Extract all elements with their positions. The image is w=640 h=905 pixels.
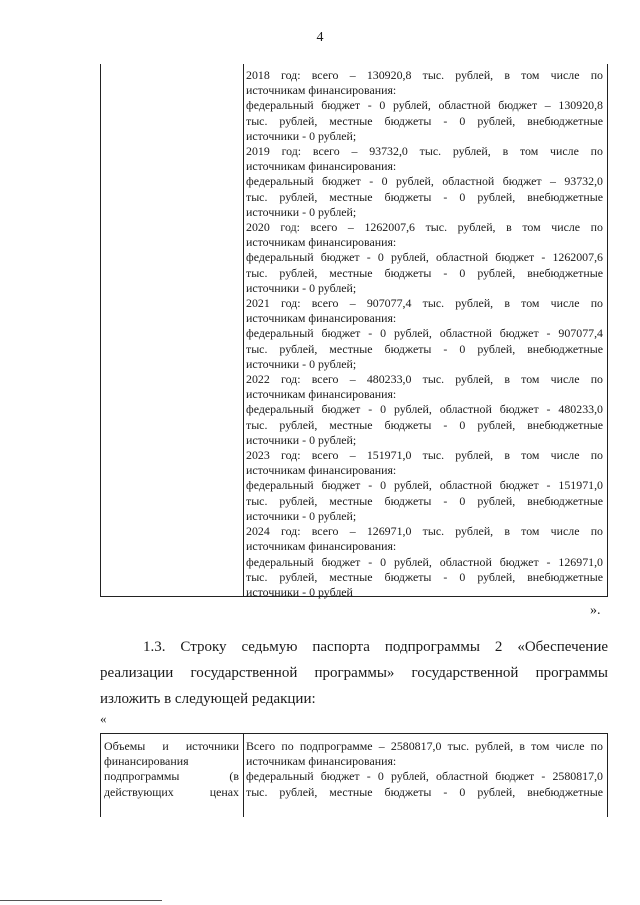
table-line: тыс. рублей, местные бюджеты - 0 рублей, внебюджетные — [246, 417, 603, 432]
table-line: федеральный бюджет - 0 рублей, областной бюджет - 907077,4 — [246, 326, 603, 341]
table-line: источникам финансирования: — [246, 387, 397, 402]
table-line: федеральный бюджет - 0 рублей, областной бюджет - 126971,0 — [246, 554, 603, 569]
table-line: источники - 0 рублей; — [246, 432, 357, 447]
table-line: источникам финансирования: — [246, 235, 397, 250]
page-number: 4 — [316, 30, 324, 45]
table-line: тыс. рублей, местные бюджеты - 0 рублей, внебюджетные — [246, 265, 603, 280]
paragraph-line: реализации государственной программы» государственной программы — [100, 665, 608, 681]
row-label-cell — [104, 739, 239, 800]
table-line: 2024 год: всего – 126971,0 тыс. рублей, в том числе по — [246, 524, 603, 539]
column-divider — [243, 64, 244, 596]
opening-quote: « — [100, 711, 107, 726]
table-line: источники - 0 рублей — [246, 584, 353, 599]
table-line: 2018 год: всего – 130920,8 тыс. рублей, в том числе по — [246, 68, 603, 82]
table-line: источникам финансирования: — [246, 463, 397, 478]
table-line: федеральный бюджет - 0 рублей, областной бюджет – 130920,8 — [246, 98, 603, 113]
table-line: 2020 год: всего – 1262007,6 тыс. рублей, в том числе по — [246, 220, 603, 235]
column-divider — [243, 734, 244, 817]
table-line: Объемы и источники — [104, 739, 239, 753]
table-line: действующих ценах — [104, 784, 239, 799]
table-line: источникам финансирования: — [246, 539, 397, 554]
table-line: 2022 год: всего – 480233,0 тыс. рублей, в том числе по — [246, 372, 603, 387]
table-line: финансирования — [104, 754, 189, 769]
table-line: тыс. рублей, местные бюджеты - 0 рублей, внебюджетные — [246, 113, 603, 128]
table-line: источники - 0 рублей; — [246, 204, 357, 219]
table-line: 2021 год: всего – 907077,4 тыс. рублей, в том числе по — [246, 296, 603, 311]
row-value-cell — [246, 739, 603, 800]
table-line: 2023 год: всего – 151971,0 тыс. рублей, в том числе по — [246, 448, 603, 463]
table-line: тыс. рублей, местные бюджеты - 0 рублей, внебюджетные — [246, 189, 603, 204]
table-line: источникам финансирования: — [246, 754, 397, 769]
table-line: тыс. рублей, местные бюджеты - 0 рублей, внебюджетные — [246, 493, 603, 508]
funding-table-continuation — [100, 64, 608, 597]
table-line: федеральный бюджет - 0 рублей, областной бюджет - 2580817,0 — [246, 769, 603, 784]
table-line: 2019 год: всего – 93732,0 тыс. рублей, в том числе по — [246, 144, 603, 159]
amendment-paragraph — [100, 634, 608, 712]
table-line: федеральный бюджет - 0 рублей, областной бюджет - 151971,0 — [246, 478, 603, 493]
table-line: тыс. рублей, местные бюджеты - 0 рублей, внебюджетные — [246, 784, 603, 799]
table-line: источникам финансирования: — [246, 311, 397, 326]
table-line: федеральный бюджет - 0 рублей, областной бюджет - 1262007,6 — [246, 250, 603, 265]
table-line: тыс. рублей, местные бюджеты - 0 рублей, внебюджетные — [246, 569, 603, 584]
paragraph-line: 1.3. Строку седьмую паспорта подпрограммы 2 «Обеспечение — [143, 639, 608, 655]
table-line: источникам финансирования: — [246, 159, 397, 174]
footnote-separator — [0, 900, 162, 901]
table-line: источники - 0 рублей; — [246, 508, 357, 523]
funding-by-year-cell — [246, 68, 603, 600]
table-line: источники - 0 рублей; — [246, 128, 357, 143]
table-line: Всего по подпрограмме – 2580817,0 тыс. рублей, в том числе по — [246, 739, 603, 753]
closing-quote: ». — [590, 603, 601, 618]
table-line: источники - 0 рублей; — [246, 356, 357, 371]
funding-table-new-edition — [100, 733, 608, 817]
table-line: федеральный бюджет - 0 рублей, областной бюджет - 480233,0 — [246, 402, 603, 417]
table-line: тыс. рублей, местные бюджеты - 0 рублей, внебюджетные — [246, 341, 603, 356]
table-line: источникам финансирования: — [246, 83, 397, 98]
table-line: подпрограммы (в — [104, 769, 239, 784]
table-line: федеральный бюджет - 0 рублей, областной бюджет – 93732,0 — [246, 174, 603, 189]
paragraph-line: изложить в следующей редакции: — [100, 691, 316, 707]
table-line: источники - 0 рублей; — [246, 280, 357, 295]
